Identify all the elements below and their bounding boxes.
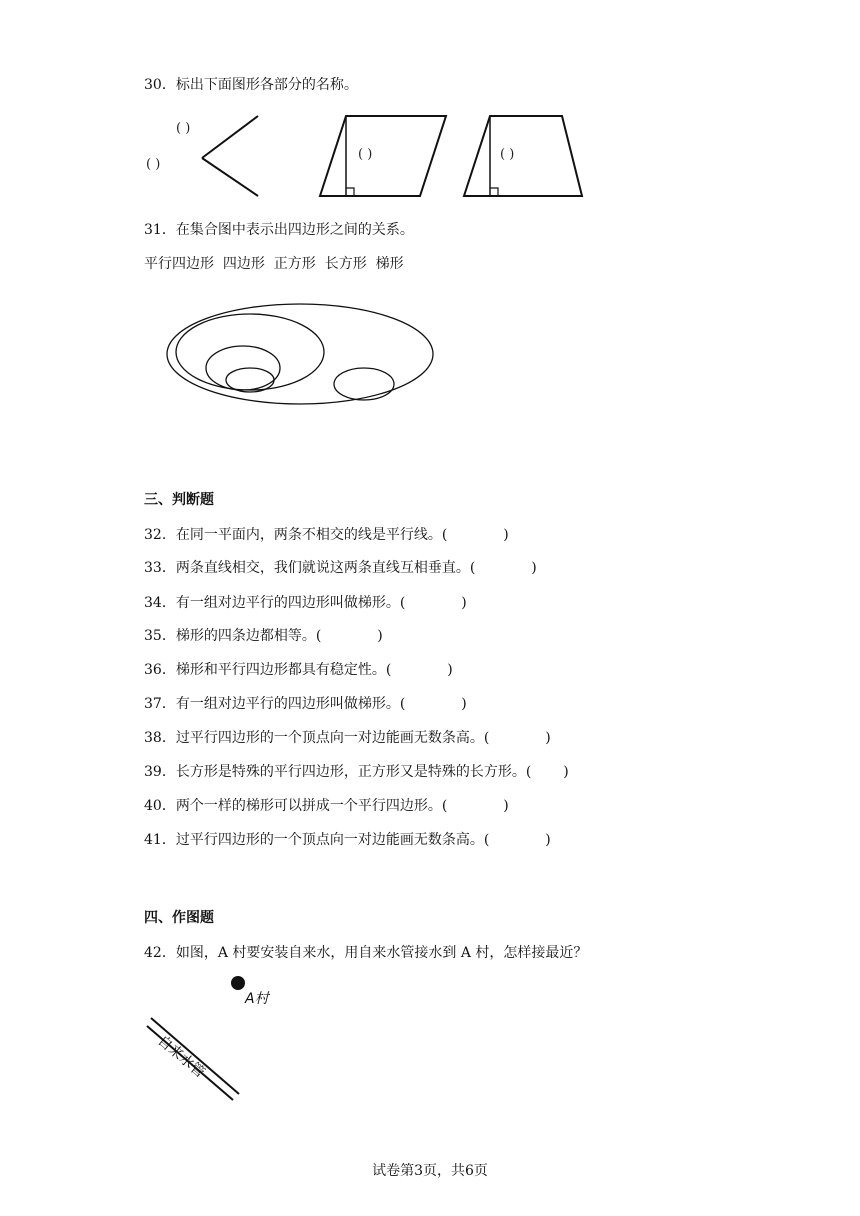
question-42: 42．如图，A 村要安装自来水，用自来水管接水到 A 村，怎样接最近？	[144, 945, 588, 961]
angle-figure	[140, 110, 270, 200]
question-30: 30．标出下面图形各部分的名称。	[144, 77, 358, 93]
angle-side-blank: ( )	[176, 121, 191, 136]
angle-vertex-blank: ( )	[146, 157, 161, 172]
shape-name-options: 平行四边形 四边形 正方形 长方形 梯形	[144, 256, 404, 272]
question-31: 31．在集合图中表示出四边形之间的关系。	[144, 222, 414, 238]
water-pipe-figure	[145, 1012, 255, 1102]
question-37: 37．有一组对边平行的四边形叫做梯形。( )	[144, 696, 467, 712]
parallelogram-blank: ( )	[358, 147, 373, 162]
village-figure	[225, 972, 285, 1012]
parallelogram-figure	[318, 112, 453, 202]
village-point-icon	[231, 976, 245, 990]
question-33: 33．两条直线相交，我们就说这两条直线互相垂直。( )	[144, 560, 537, 576]
question-40: 40．两个一样的梯形可以拼成一个平行四边形。( )	[144, 798, 509, 814]
question-36: 36．梯形和平行四边形都具有稳定性。( )	[144, 662, 453, 678]
question-41: 41．过平行四边形的一个顶点向一对边能画无数条高。( )	[144, 832, 551, 848]
trapezoid-blank: ( )	[500, 147, 515, 162]
question-39: 39．长方形是特殊的平行四边形，正方形又是特殊的长方形。( )	[144, 764, 569, 780]
water-pipe-label: 自来水管	[154, 1032, 208, 1082]
section-drawing-title: 四、作图题	[144, 910, 214, 926]
question-32: 32．在同一平面内，两条不相交的线是平行线。( )	[144, 527, 509, 543]
set-diagram	[160, 300, 445, 412]
trapezoid-figure	[462, 112, 587, 202]
question-38: 38．过平行四边形的一个顶点向一对边能画无数条高。( )	[144, 730, 551, 746]
question-34: 34．有一组对边平行的四边形叫做梯形。( )	[144, 595, 467, 611]
question-35: 35．梯形的四条边都相等。( )	[144, 628, 383, 644]
section-judgment-title: 三、判断题	[144, 492, 214, 508]
village-label: A村	[245, 991, 269, 1007]
page-footer: 试卷第3页，共6页	[372, 1163, 488, 1179]
